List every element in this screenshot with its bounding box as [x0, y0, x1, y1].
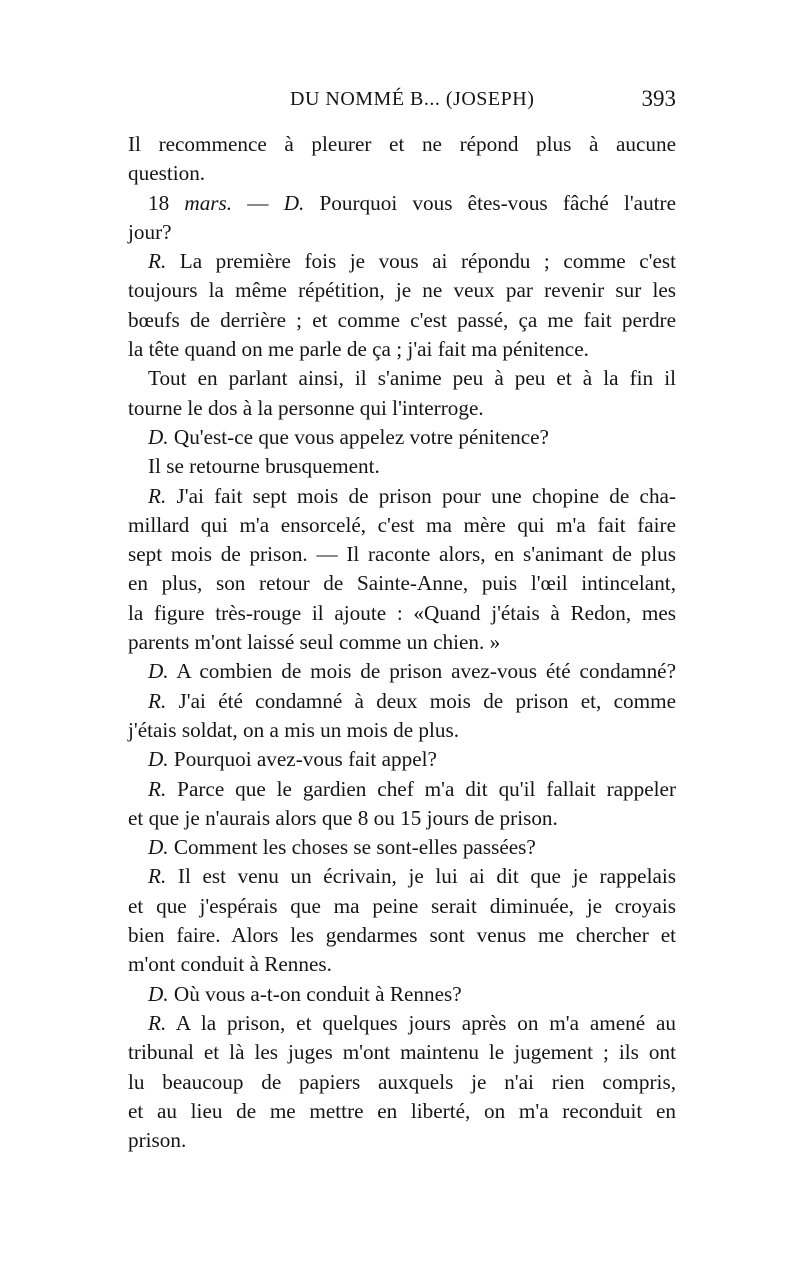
text-line: 18 mars. — D. Pourquoi vous êtes-vous fâché l'autre: [148, 190, 677, 215]
page-header: [128, 88, 676, 118]
text-line: et au lieu de me mettre en liberté, on m'a reconduit en: [128, 1098, 676, 1123]
text-line: tourne le dos à la personne qui l'interroge.: [128, 395, 484, 420]
text-line: jour?: [128, 219, 172, 244]
text-line: D. Qu'est-ce que vous appelez votre pénitence?: [148, 424, 549, 449]
body-text: [128, 130, 676, 1155]
text-line: tribunal et là les juges m'ont maintenu le jugement ; ils ont: [128, 1040, 676, 1065]
text-line: j'étais soldat, on a mis un mois de plus.: [128, 717, 460, 742]
text-line: Il recommence à pleurer et ne répond plus à aucune: [128, 132, 676, 156]
running-title: DU NOMMÉ B... (JOSEPH): [290, 88, 535, 110]
text-line: m'ont conduit à Rennes.: [128, 952, 332, 977]
text-line: la tête quand on me parle de ça ; j'ai fait ma pénitence.: [128, 337, 589, 362]
text-line: et que j'espérais que ma peine serait diminuée, je croyais: [128, 893, 676, 918]
text-line: sept mois de prison. — Il raconte alors, en s'animant de plus: [128, 542, 676, 567]
text-line: Tout en parlant ainsi, il s'anime peu à peu et à la fin il: [148, 366, 676, 391]
text-line: la figure très-rouge il ajoute : «Quand j'étais à Redon, mes: [128, 600, 676, 625]
text-line: et que je n'aurais alors que 8 ou 15 jours de prison.: [128, 805, 558, 830]
text-line: D. Comment les choses se sont-elles passées?: [148, 835, 536, 860]
text-line: question.: [128, 161, 206, 186]
text-line: R. La première fois je vous ai répondu ; comme c'est: [148, 249, 676, 274]
text-line: Il se retourne brusquement.: [148, 454, 380, 479]
text-line: R. Il est venu un écrivain, je lui ai dit que je rappelais: [148, 864, 676, 889]
text-line: lu beaucoup de papiers auxquels je n'ai rien compris,: [128, 1069, 676, 1094]
text-line: D. Où vous a-t-on conduit à Rennes?: [148, 981, 462, 1006]
text-line: parents m'ont laissé seul comme un chien. »: [128, 630, 501, 655]
text-line: prison.: [128, 1128, 187, 1153]
text-line: D. A combien de mois de prison avez-vous été condamné?: [148, 659, 676, 684]
text-line: bœufs de derrière ; et comme c'est passé, ça me fait perdre: [128, 307, 676, 332]
page-number: 393: [641, 86, 676, 111]
text-line: millard qui m'a ensorcelé, c'est ma mère qui m'a fait faire: [128, 512, 676, 537]
text-line: toujours la même répétition, je ne veux par revenir sur les: [128, 278, 676, 303]
text-line: R. Parce que le gardien chef m'a dit qu'il fallait rappeler: [148, 776, 676, 801]
text-line: R. J'ai été condamné à deux mois de prison et, comme: [148, 688, 676, 713]
text-line: D. Pourquoi avez-vous fait appel?: [148, 747, 437, 772]
text-line: bien faire. Alors les gendarmes sont venus me chercher et: [128, 923, 676, 948]
text-line: R. J'ai fait sept mois de prison pour une chopine de cha-: [148, 483, 676, 508]
text-line: R. A la prison, et quelques jours après on m'a amené au: [148, 1010, 676, 1035]
text-line: en plus, son retour de Sainte-Anne, puis l'œil intincelant,: [128, 571, 676, 596]
